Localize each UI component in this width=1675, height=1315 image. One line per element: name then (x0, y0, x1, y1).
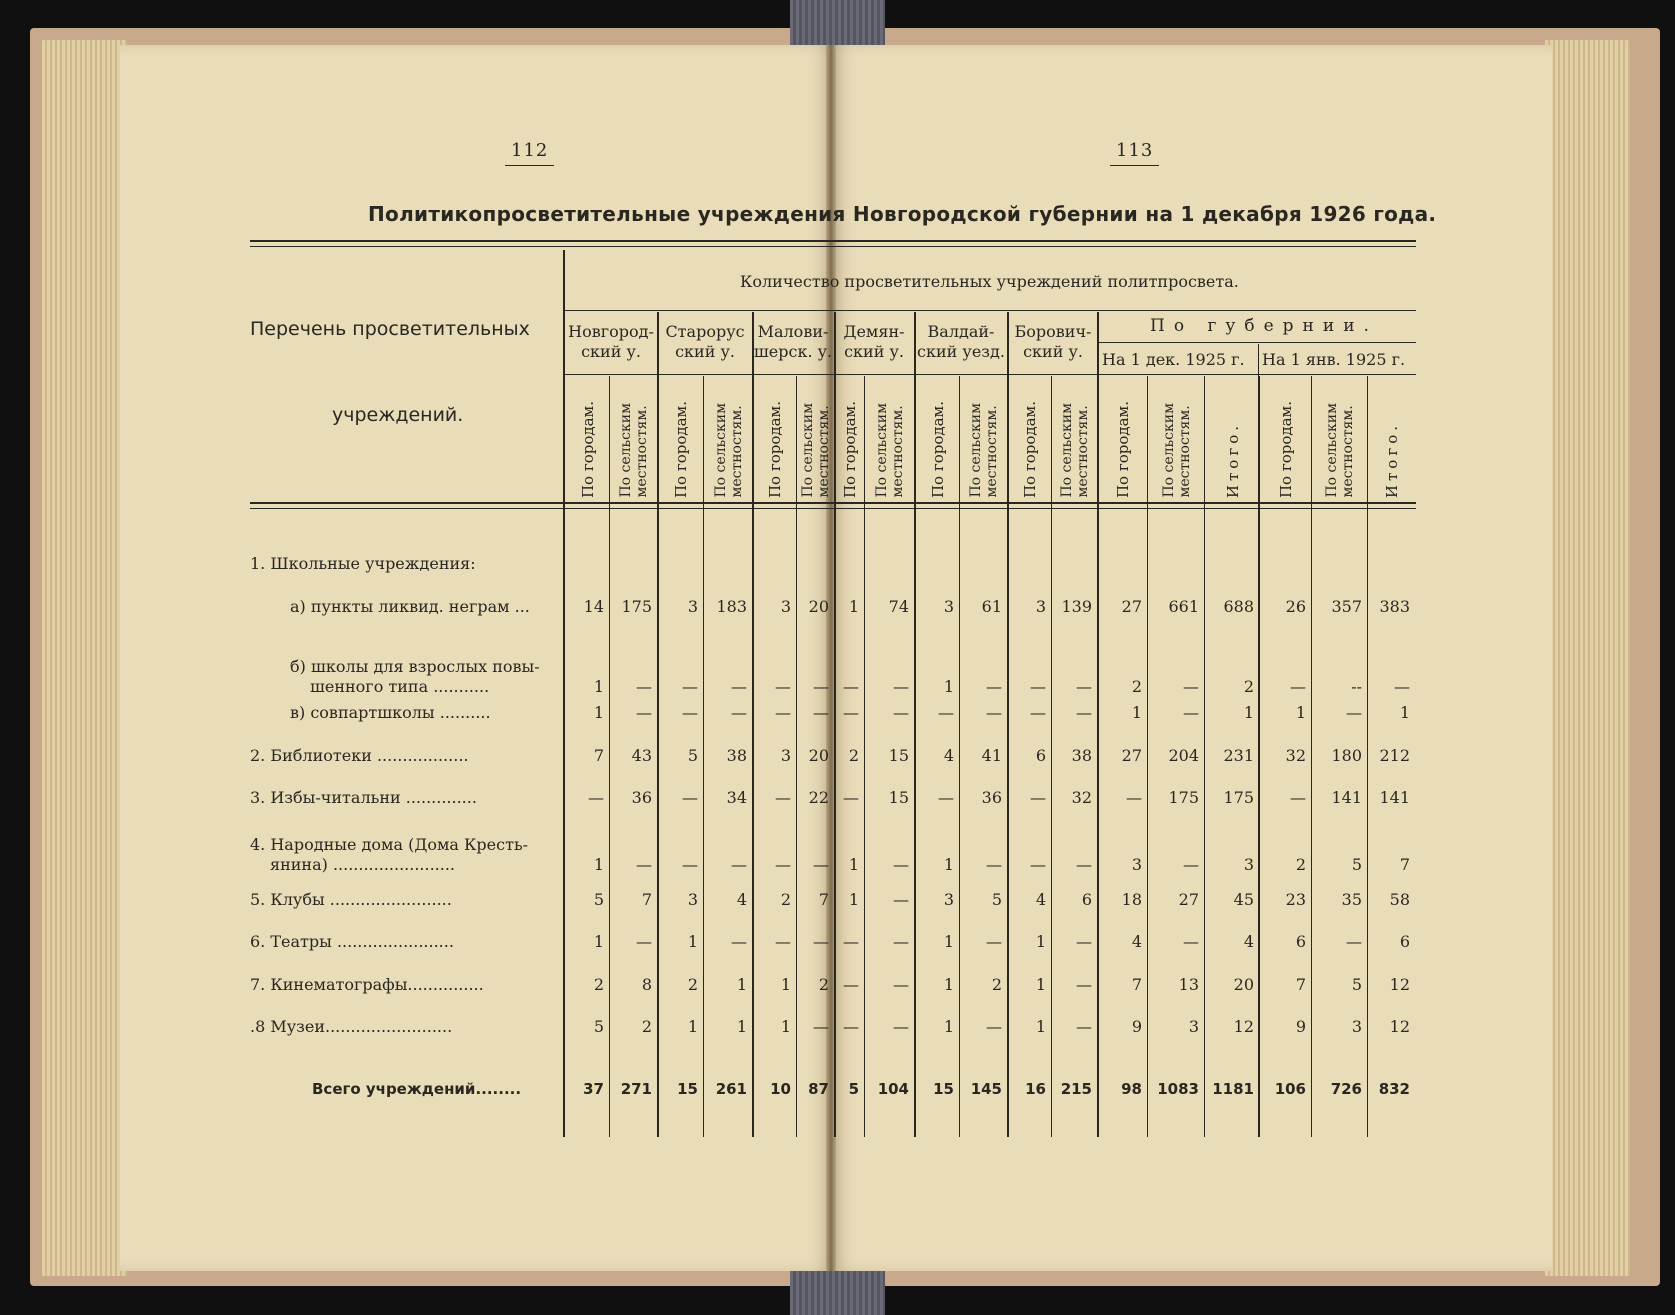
cell-r6-c6: 1 (848, 855, 859, 874)
cell-r4-c4: 3 (780, 746, 791, 765)
row-label-2: б) школы для взрослых повы- (290, 657, 540, 676)
cell-r9-c7: — (893, 975, 909, 994)
cell-r2-c16: -- (1351, 677, 1362, 696)
cell-r3-c12: 1 (1131, 703, 1142, 722)
subheader-7: По сельским местностям. (874, 403, 906, 498)
cell-r5-c1: 36 (631, 788, 652, 807)
cell-r1-c2: 3 (687, 597, 698, 616)
cell-r3-c1: — (636, 703, 652, 722)
cell-r8-c13: — (1183, 932, 1199, 951)
cell-r11-c5: 87 (808, 1080, 829, 1098)
cell-r9-c6: — (843, 975, 859, 994)
cell-r2-c10: — (1030, 677, 1046, 696)
cell-r3-c7: — (893, 703, 909, 722)
cell-r8-c0: 1 (593, 932, 604, 951)
cell-r7-c4: 2 (780, 890, 791, 909)
cell-r1-c1: 175 (621, 597, 652, 616)
cell-r10-c16: 3 (1351, 1017, 1362, 1036)
cell-r8-c3: — (731, 932, 747, 951)
row-label-7: 5. Клубы ........................ (250, 890, 452, 909)
cell-r4-c11: 38 (1071, 746, 1092, 765)
cell-r8-c16: — (1346, 932, 1362, 951)
cell-r5-c16: 141 (1331, 788, 1362, 807)
row-label-1: а) пункты ликвид. неграм ... (290, 597, 530, 616)
cell-r9-c5: 2 (818, 975, 829, 994)
row-label-11: Всего учреждений........ (312, 1080, 522, 1098)
cell-r3-c2: — (682, 703, 698, 722)
cell-r9-c10: 1 (1035, 975, 1046, 994)
cell-r5-c2: — (682, 788, 698, 807)
subheader-8: По городам. (928, 400, 947, 498)
subheader-0: По городам. (578, 400, 597, 498)
cell-r1-c4: 3 (780, 597, 791, 616)
cell-r10-c4: 1 (780, 1017, 791, 1036)
cell-r8-c1: — (636, 932, 652, 951)
cell-r9-c8: 1 (943, 975, 954, 994)
cell-r10-c14: 12 (1233, 1017, 1254, 1036)
cell-r4-c3: 38 (726, 746, 747, 765)
district-malovishersk: Малови- шерск. у. (753, 322, 833, 361)
district-borovichi: Борович- ский у. (1014, 322, 1092, 361)
cell-r8-c2: 1 (687, 932, 698, 951)
cell-r1-c12: 27 (1121, 597, 1142, 616)
row-label-9: 7. Кинематографы............... (250, 975, 484, 994)
district-novgorod: Новгород- ский у. (568, 322, 654, 361)
cell-r6-c7: — (893, 855, 909, 874)
rule-top-1 (250, 240, 1416, 242)
rule-header-bottom-2 (250, 508, 1416, 509)
quantity-header: Количество просветительных учреждений политпросвета. (740, 272, 1239, 291)
cell-r10-c6: — (843, 1017, 859, 1036)
cell-r8-c7: — (893, 932, 909, 951)
cell-r10-c10: 1 (1035, 1017, 1046, 1036)
cell-r1-c15: 26 (1285, 597, 1306, 616)
cell-r11-c9: 145 (970, 1080, 1002, 1098)
rule-top-2 (250, 246, 1416, 247)
cell-r10-c3: 1 (736, 1017, 747, 1036)
cell-r7-c0: 5 (593, 890, 604, 909)
cell-r10-c2: 1 (687, 1017, 698, 1036)
cell-r2-c2: — (682, 677, 698, 696)
row-label-0: 1. Школьные учреждения: (250, 554, 476, 573)
cell-r6-c11: — (1076, 855, 1092, 874)
cell-r7-c5: 7 (818, 890, 829, 909)
cell-r2-c12: 2 (1131, 677, 1142, 696)
cell-r11-c16: 726 (1330, 1080, 1362, 1098)
cell-r6-c3: — (731, 855, 747, 874)
rule-sub-15 (1259, 376, 1260, 1137)
cell-r6-c1: — (636, 855, 652, 874)
rule-district-0 (657, 312, 659, 1137)
subheader-17: Итого. (1383, 421, 1401, 498)
cell-r2-c11: — (1076, 677, 1092, 696)
cell-r9-c4: 1 (780, 975, 791, 994)
rule-district-5 (1097, 312, 1099, 1137)
row-label-cont-2: шенного типа ........... (310, 677, 490, 696)
cell-r4-c15: 32 (1285, 746, 1306, 765)
subheader-16: По сельским местностям. (1324, 403, 1356, 498)
cell-r5-c7: 15 (888, 788, 909, 807)
cell-r5-c10: — (1030, 788, 1046, 807)
cell-r11-c7: 104 (877, 1080, 909, 1098)
cell-r9-c17: 12 (1389, 975, 1410, 994)
cell-r8-c8: 1 (943, 932, 954, 951)
row-label-6: 4. Народные дома (Дома Кресть- (250, 835, 529, 854)
cell-r1-c10: 3 (1035, 597, 1046, 616)
cell-r9-c15: 7 (1295, 975, 1306, 994)
cell-r8-c11: — (1076, 932, 1092, 951)
cell-r6-c2: — (682, 855, 698, 874)
cell-r4-c13: 204 (1168, 746, 1199, 765)
cell-r5-c9: 36 (981, 788, 1002, 807)
cell-r3-c15: 1 (1295, 703, 1306, 722)
cell-r11-c6: 5 (848, 1080, 859, 1098)
cell-r9-c1: 8 (641, 975, 652, 994)
cell-r8-c17: 6 (1399, 932, 1410, 951)
cell-r11-c14: 1181 (1212, 1080, 1254, 1098)
cell-r10-c8: 1 (943, 1017, 954, 1036)
cell-r4-c1: 43 (631, 746, 652, 765)
cell-r6-c13: — (1183, 855, 1199, 874)
cell-r5-c11: 32 (1071, 788, 1092, 807)
by-province-header: По губернии. (1150, 316, 1378, 336)
cell-r4-c9: 41 (981, 746, 1002, 765)
cell-r3-c11: — (1076, 703, 1092, 722)
cell-r7-c2: 3 (687, 890, 698, 909)
cell-r3-c6: — (843, 703, 859, 722)
rule-date-split (1258, 344, 1259, 1137)
cell-r7-c16: 35 (1341, 890, 1362, 909)
page-edges-left (42, 40, 127, 1276)
cell-r11-c17: 832 (1378, 1080, 1410, 1098)
cell-r8-c9: — (986, 932, 1002, 951)
cell-r3-c8: — (938, 703, 954, 722)
cell-r10-c5: — (813, 1017, 829, 1036)
cell-r7-c7: — (893, 890, 909, 909)
cell-r4-c10: 6 (1035, 746, 1046, 765)
cell-r8-c4: — (775, 932, 791, 951)
cell-r6-c0: 1 (593, 855, 604, 874)
cell-r11-c1: 271 (620, 1080, 652, 1098)
cell-r4-c8: 4 (943, 746, 954, 765)
cell-r7-c3: 4 (736, 890, 747, 909)
district-valdai: Валдай- ский уезд. (917, 322, 1005, 361)
subheader-13: По сельским местностям. (1160, 403, 1193, 498)
cell-r10-c1: 2 (641, 1017, 652, 1036)
cell-r4-c6: 2 (848, 746, 859, 765)
cell-r8-c10: 1 (1035, 932, 1046, 951)
list-header-line2: учреждений. (332, 404, 464, 426)
subheader-14: Итого. (1223, 421, 1242, 498)
cell-r3-c13: — (1183, 703, 1199, 722)
cell-r11-c11: 215 (1060, 1080, 1092, 1098)
cell-r10-c12: 9 (1131, 1017, 1142, 1036)
cell-r2-c5: — (813, 677, 829, 696)
cell-r6-c8: 1 (943, 855, 954, 874)
cell-r6-c14: 3 (1243, 855, 1254, 874)
cell-r9-c9: 2 (991, 975, 1002, 994)
rule-sub-13 (1147, 376, 1148, 1137)
rule-district-2 (834, 312, 836, 1137)
cell-r11-c3: 261 (715, 1080, 747, 1098)
cell-r8-c5: — (813, 932, 829, 951)
cell-r1-c0: 14 (583, 597, 604, 616)
cell-r2-c9: — (986, 677, 1002, 696)
cell-r8-c6: — (843, 932, 859, 951)
cell-r3-c4: — (775, 703, 791, 722)
cell-r5-c0: — (588, 788, 604, 807)
subheader-6: По городам. (841, 400, 859, 498)
rule-sub-14 (1204, 376, 1205, 1137)
row-label-8: 6. Театры ....................... (250, 932, 454, 951)
cell-r7-c8: 3 (943, 890, 954, 909)
cell-r5-c14: 175 (1223, 788, 1254, 807)
cell-r6-c4: — (775, 855, 791, 874)
subheader-4: По городам. (766, 400, 784, 498)
row-label-10: .8 Музеи......................... (250, 1017, 453, 1036)
cell-r3-c5: — (813, 703, 829, 722)
cell-r2-c4: — (775, 677, 791, 696)
cell-r10-c17: 12 (1389, 1017, 1410, 1036)
cell-r4-c17: 212 (1379, 746, 1410, 765)
cell-r4-c0: 7 (593, 746, 604, 765)
cell-r2-c13: — (1183, 677, 1199, 696)
cell-r1-c3: 183 (716, 597, 747, 616)
cell-r9-c0: 2 (593, 975, 604, 994)
cell-r2-c3: — (731, 677, 747, 696)
cell-r1-c17: 383 (1379, 597, 1410, 616)
cell-r3-c17: 1 (1399, 703, 1410, 722)
cell-r8-c12: 4 (1131, 932, 1142, 951)
cell-r9-c16: 5 (1351, 975, 1362, 994)
cell-r2-c15: — (1290, 677, 1306, 696)
cell-r5-c15: — (1290, 788, 1306, 807)
cell-r5-c3: 34 (726, 788, 747, 807)
cell-r2-c6: — (843, 677, 859, 696)
subheader-15: По городам. (1277, 400, 1295, 498)
cell-r6-c5: — (813, 855, 829, 874)
cell-r7-c6: 1 (848, 890, 859, 909)
cell-r5-c5: 22 (808, 788, 829, 807)
cell-r7-c10: 4 (1035, 890, 1046, 909)
cell-r10-c13: 3 (1188, 1017, 1199, 1036)
row-label-3: в) совпартшколы .......... (290, 703, 491, 722)
date-jan-header: На 1 янв. 1925 г. (1262, 350, 1406, 369)
cell-r5-c12: — (1126, 788, 1142, 807)
cell-r5-c17: 141 (1379, 788, 1410, 807)
cell-r10-c7: — (893, 1017, 909, 1036)
cell-r10-c0: 5 (593, 1017, 604, 1036)
cell-r1-c5: 20 (808, 597, 829, 616)
row-label-5: 3. Избы-читальни .............. (250, 788, 477, 807)
table-title: Политикопросветительные учреждения Новгородской губернии на 1 декабря 1926 года. (368, 202, 1437, 226)
subheader-11: По сельским местностям. (1059, 403, 1091, 498)
cell-r2-c1: — (636, 677, 652, 696)
cell-r7-c12: 18 (1121, 890, 1142, 909)
cell-r2-c7: — (893, 677, 909, 696)
subheader-12: По городам. (1114, 400, 1132, 498)
cell-r9-c14: 20 (1233, 975, 1254, 994)
cell-r11-c15: 106 (1274, 1080, 1306, 1098)
cell-r11-c8: 15 (933, 1080, 954, 1098)
rule-district-1 (752, 312, 754, 1137)
cell-r8-c14: 4 (1243, 932, 1254, 951)
cell-r11-c12: 98 (1121, 1080, 1142, 1098)
district-demyansk: Демян- ский у. (843, 322, 905, 361)
cell-r4-c16: 180 (1331, 746, 1362, 765)
cell-r9-c3: 1 (736, 975, 747, 994)
cell-r2-c0: 1 (593, 677, 604, 696)
cell-r4-c12: 27 (1121, 746, 1142, 765)
cell-r11-c10: 16 (1025, 1080, 1046, 1098)
cell-r7-c14: 45 (1233, 890, 1254, 909)
cell-r9-c12: 7 (1131, 975, 1142, 994)
cell-r2-c14: 2 (1243, 677, 1254, 696)
cell-r7-c1: 7 (641, 890, 652, 909)
cell-r1-c8: 3 (943, 597, 954, 616)
rule-dates (1098, 342, 1416, 343)
cell-r1-c9: 61 (981, 597, 1002, 616)
cell-r6-c10: — (1030, 855, 1046, 874)
list-header-line1: Перечень просветительных (250, 318, 530, 340)
cell-r5-c6: — (843, 788, 859, 807)
cell-r7-c17: 58 (1389, 890, 1410, 909)
cell-r7-c13: 27 (1178, 890, 1199, 909)
cell-r1-c14: 688 (1223, 597, 1254, 616)
cell-r1-c11: 139 (1061, 597, 1092, 616)
date-dec-header: На 1 дек. 1925 г. (1102, 350, 1245, 369)
page-edges-right (1545, 40, 1630, 1276)
cell-r4-c5: 20 (808, 746, 829, 765)
cell-r4-c2: 5 (687, 746, 698, 765)
cell-r7-c9: 5 (991, 890, 1002, 909)
cell-r4-c7: 15 (888, 746, 909, 765)
cell-r1-c6: 1 (848, 597, 859, 616)
subheader-1: По сельским местностям. (618, 403, 650, 498)
cell-r11-c2: 15 (677, 1080, 698, 1098)
page-number-left: 112 (505, 140, 554, 166)
subheader-5: По сельским местностям. (800, 403, 832, 498)
cell-r9-c13: 13 (1178, 975, 1199, 994)
cell-r10-c9: — (986, 1017, 1002, 1036)
cell-r9-c11: — (1076, 975, 1092, 994)
cell-r3-c9: — (986, 703, 1002, 722)
cell-r1-c7: 74 (888, 597, 909, 616)
cell-r5-c8: — (938, 788, 954, 807)
cell-r3-c16: — (1346, 703, 1362, 722)
cell-r7-c15: 23 (1285, 890, 1306, 909)
cell-r1-c13: 661 (1168, 597, 1199, 616)
cell-r11-c0: 37 (583, 1080, 604, 1098)
page-number-right: 113 (1110, 140, 1159, 166)
cell-r6-c17: 7 (1399, 855, 1410, 874)
cell-r10-c11: — (1076, 1017, 1092, 1036)
district-staroruss: Старорус ский у. (665, 322, 745, 361)
row-label-4: 2. Библиотеки .................. (250, 746, 469, 765)
subheader-2: По городам. (672, 400, 690, 498)
cell-r3-c0: 1 (593, 703, 604, 722)
cell-r9-c2: 2 (687, 975, 698, 994)
rule-header-bottom-1 (250, 502, 1416, 504)
cell-r11-c4: 10 (770, 1080, 791, 1098)
cell-r5-c13: 175 (1168, 788, 1199, 807)
cell-r4-c14: 231 (1223, 746, 1254, 765)
rule-sub-16 (1311, 376, 1312, 1137)
cell-r3-c3: — (731, 703, 747, 722)
subheader-10: По городам. (1021, 400, 1039, 498)
rule-district-4 (1007, 312, 1009, 1137)
cell-r3-c14: 1 (1243, 703, 1254, 722)
cell-r11-c13: 1083 (1157, 1080, 1199, 1098)
cell-r6-c9: — (986, 855, 1002, 874)
row-label-cont-6: янина) ........................ (270, 855, 456, 874)
subheader-9: По сельским местностям. (968, 403, 1000, 498)
rule-district (564, 310, 1416, 311)
cell-r10-c15: 9 (1295, 1017, 1306, 1036)
cell-r3-c10: — (1030, 703, 1046, 722)
cell-r2-c8: 1 (943, 677, 954, 696)
cell-r6-c16: 5 (1351, 855, 1362, 874)
cell-r2-c17: — (1394, 677, 1410, 696)
cell-r6-c15: 2 (1295, 855, 1306, 874)
rule-district-3 (914, 312, 916, 1137)
cell-r6-c12: 3 (1131, 855, 1142, 874)
cell-r8-c15: 6 (1295, 932, 1306, 951)
subheader-3: По сельским местностям. (712, 403, 745, 498)
cell-r7-c11: 6 (1081, 890, 1092, 909)
cell-r1-c16: 357 (1331, 597, 1362, 616)
cell-r5-c4: — (775, 788, 791, 807)
